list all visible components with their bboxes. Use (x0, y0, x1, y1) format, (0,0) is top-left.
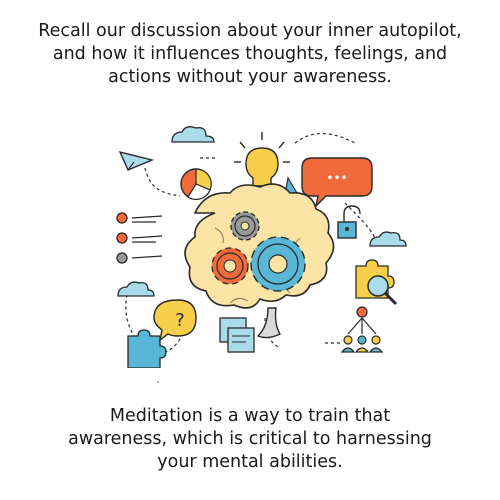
brain-illustration (100, 118, 410, 368)
intro-line-1: Recall our discussion about your inner autopilot, (38, 21, 462, 41)
gear-icon-orange (212, 248, 248, 284)
speech-bubble-icon (302, 158, 372, 206)
outro-text (0, 405, 500, 474)
sticky-notes-icon (220, 318, 254, 352)
cloud-icon (172, 127, 214, 142)
speech-bubble-dots: ••• (326, 171, 348, 185)
pie-chart-icon (181, 169, 211, 199)
gear-icon-blue (251, 237, 305, 291)
outro-line-1: Meditation is a way to train that (109, 406, 391, 426)
cloud-icon (370, 232, 406, 246)
outro-line-2: awareness, which is critical to harnessing (68, 429, 432, 449)
intro-text (0, 20, 500, 89)
people-hierarchy-icon (342, 307, 382, 352)
padlock-icon (338, 206, 360, 238)
intro-line-2: and how it influences thoughts, feelings, and (52, 44, 448, 64)
light-bulb-icon (234, 132, 290, 193)
checklist-icon (117, 213, 162, 263)
decorative-dot (157, 381, 159, 383)
question-bubble-icon (154, 300, 196, 340)
gear-icon-gray (231, 212, 259, 240)
outro-line-3: your mental abilities. (157, 452, 343, 472)
cloud-icon (118, 282, 154, 296)
paper-plane-icon (120, 152, 152, 170)
intro-line-3: actions without your awareness. (108, 67, 392, 87)
question-mark: ? (175, 310, 185, 331)
